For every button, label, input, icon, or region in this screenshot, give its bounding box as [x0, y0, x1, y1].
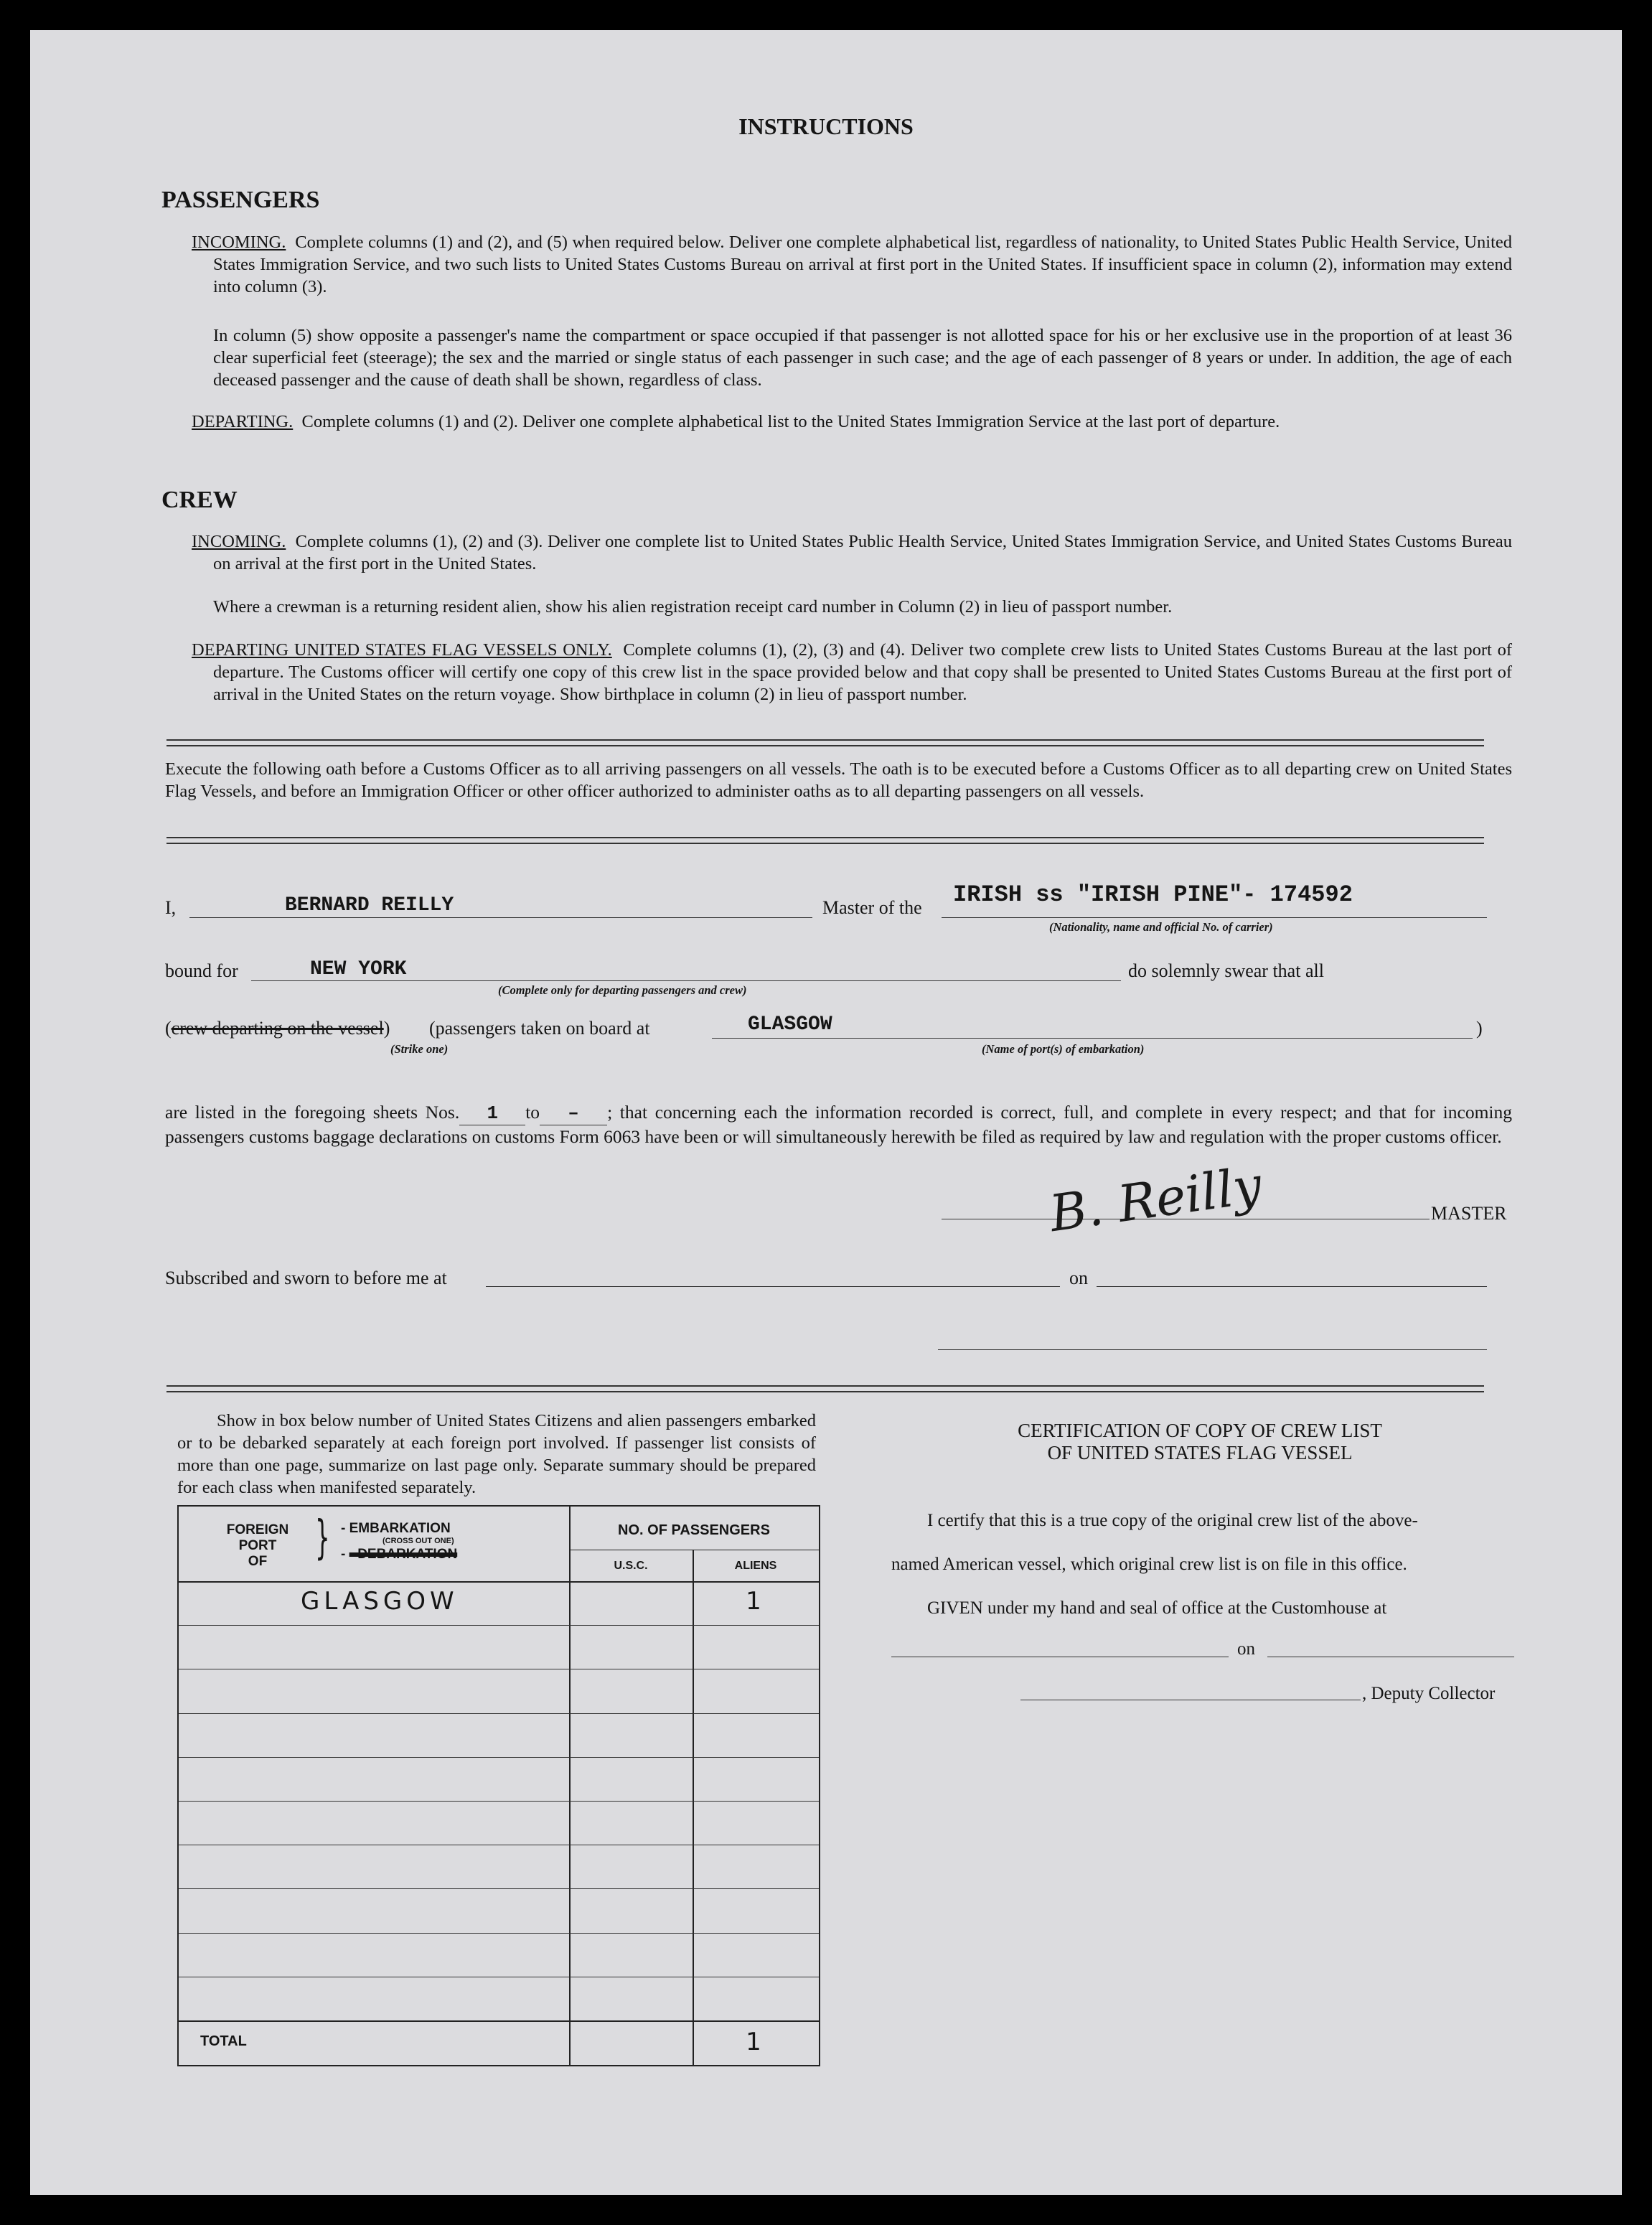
- passengers-departing-text: Complete columns (1) and (2). Deliver one complete alphabetical list to the United States Immigration Service at the last port of departure.: [301, 412, 1280, 431]
- bound-for-line: [251, 980, 1121, 981]
- embarkation-port-field[interactable]: GLASGOW: [748, 1013, 832, 1036]
- col-divider: [693, 1550, 694, 2065]
- passengers-departing-label: DEPARTING.: [192, 412, 294, 431]
- bound-for-label: bound for: [165, 960, 238, 981]
- crew-departing-text: Complete columns (1), (2), (3) and (4). Deliver two complete crew lists to United States Customs Bureau at the last port of departure. The Customs officer will certify one copy of this crew list in the space provided below and that copy shall be presented to United States Customs Bureau at the first port of arrival in the United States on the return voyage. Show birthplace in column (2) in lieu of passport number.: [213, 640, 1512, 704]
- passengers-incoming-paragraph: [192, 231, 1512, 298]
- crew-incoming-paragraph: [192, 530, 1512, 575]
- oath-i-label: I,: [165, 897, 177, 918]
- bound-for-caption: (Complete only for departing passengers and crew): [498, 983, 747, 997]
- header-debarkation: - - DEBARKATION: [341, 1547, 458, 1562]
- row-rule: [179, 1933, 819, 1934]
- crew-option: (crew departing on the vessel): [165, 1018, 390, 1039]
- vessel-field[interactable]: IRISH ss "IRISH PINE"- 174592: [953, 881, 1353, 908]
- crew-departing-label: DEPARTING UNITED STATES FLAG VESSELS ONLY.: [192, 640, 612, 660]
- sworn-date-line: [1097, 1286, 1487, 1287]
- crew-option-struck[interactable]: crew departing on the vessel: [171, 1018, 384, 1039]
- passengers-departing-paragraph: [192, 411, 1512, 433]
- page-title: INSTRUCTIONS: [738, 113, 914, 139]
- total-label: TOTAL: [200, 2033, 247, 2049]
- certification-title-line1: CERTIFICATION OF COPY OF CREW LIST: [1018, 1420, 1382, 1441]
- master-name-field[interactable]: BERNARD REILLY: [285, 894, 454, 917]
- total-aliens-cell[interactable]: 1: [746, 2028, 766, 2056]
- header-debarkation-struck: - DEBARKATION: [349, 1547, 458, 1562]
- certify-line2: named American vessel, which original crew list is on file in this office.: [891, 1555, 1407, 1574]
- strike-one-caption: (Strike one): [390, 1042, 449, 1056]
- row-rule: [179, 1625, 819, 1626]
- port-cell[interactable]: GLASGOW: [301, 1587, 459, 1616]
- port-caption: (Name of port(s) of embarkation): [982, 1042, 1145, 1056]
- divider: [166, 837, 1484, 844]
- header-cross-out: (CROSS OUT ONE): [383, 1537, 454, 1545]
- passenger-summary-table: [177, 1505, 820, 2066]
- header-bottom-rule: [179, 1581, 819, 1583]
- header-brace: }: [315, 1512, 330, 1565]
- header-of: OF: [248, 1554, 268, 1569]
- vessel-line: [942, 917, 1487, 918]
- crew-heading: CREW: [161, 487, 238, 513]
- form-page: [30, 30, 1622, 2195]
- master-of-label: Master of the: [822, 897, 922, 918]
- sheets-prefix: are listed in the foregoing sheets Nos.: [165, 1102, 460, 1123]
- passengers-incoming-label: INCOMING.: [192, 233, 286, 252]
- divider: [166, 1385, 1484, 1392]
- oath-instruction-paragraph: Execute the following oath before a Customs Officer as to all arriving passengers on all vessels. The oath is to be executed before a Customs Officer as to all departing crew on United States Flag Vessels, and before an Immigration Officer or other officer authorized to administer oaths as to all departing passengers on all vessels.: [165, 759, 1512, 801]
- crew-incoming-text: Complete columns (1), (2) and (3). Deliver one complete list to United States Public Health Service, United States Immigration Service, and United States Customs Bureau on arrival at the first port in the United States.: [213, 532, 1513, 573]
- close-paren: ): [1476, 1018, 1483, 1039]
- crew-resident-paragraph: Where a crewman is a returning resident alien, show his alien registration receipt card number in Column (2) in lieu of passport number.: [213, 597, 1173, 617]
- header-no-passengers: NO. OF PASSENGERS: [618, 1522, 770, 1538]
- passengers-option-label: (passengers taken on board at: [429, 1018, 650, 1039]
- passengers-heading: PASSENGERS: [161, 187, 320, 213]
- header-foreign: FOREIGN: [226, 1522, 289, 1537]
- passengers-column5-paragraph: In column (5) show opposite a passenger's name the compartment or space occupied if that passenger is not allotted space for his or her exclusive use in the proportion of at least 36 clear superficial feet (steerage); the sex and the married or single status of each passenger in such case; and the age of each passenger of 8 years or under. In addition, the age of each deceased passenger and the cause of death shall be shown, regardless of class.: [213, 326, 1512, 390]
- sheet-to-field[interactable]: –: [540, 1102, 607, 1125]
- header-usc: U.S.C.: [614, 1560, 648, 1572]
- to-label: to: [525, 1102, 540, 1123]
- row-rule: [179, 1801, 819, 1802]
- certify-line1: I certify that this is a true copy of the original crew list of the above-: [927, 1511, 1418, 1530]
- col-divider: [569, 1507, 571, 2065]
- aliens-cell[interactable]: 1: [746, 1587, 766, 1616]
- header-foreign-port-of: [207, 1522, 308, 1570]
- vessel-caption: (Nationality, name and official No. of carrier): [1049, 920, 1273, 934]
- sheets-suffix: ; that concerning each the information recorded is correct, full, and complete in every respect; and that for incoming passengers customs baggage declarations on customs Form 6063 have been or will simultaneously herewith be filed as required by law and regulation with the proper customs officer.: [165, 1102, 1512, 1147]
- officer-signature-line: [938, 1349, 1487, 1350]
- certification-title: [884, 1420, 1516, 1464]
- deputy-collector-label: , Deputy Collector: [1362, 1684, 1496, 1703]
- row-rule: [179, 1757, 819, 1758]
- crew-incoming-label: INCOMING.: [192, 532, 286, 551]
- certification-title-line2: OF UNITED STATES FLAG VESSEL: [1047, 1442, 1353, 1463]
- given-line: GIVEN under my hand and seal of office at the Customhouse at: [927, 1598, 1387, 1618]
- master-signature: B. Reilly: [1046, 1155, 1266, 1244]
- header-embarkation: - EMBARKATION: [341, 1521, 451, 1536]
- master-name-line: [189, 917, 812, 918]
- sheets-paragraph: [165, 1101, 1512, 1148]
- sworn-on-label: on: [1069, 1268, 1088, 1288]
- row-rule: [179, 1713, 819, 1714]
- master-label: MASTER: [1431, 1203, 1507, 1224]
- row-rule: [179, 1888, 819, 1889]
- total-rule: [179, 2020, 819, 2022]
- header-port: PORT: [238, 1538, 277, 1553]
- swear-label: do solemnly swear that all: [1128, 960, 1324, 981]
- certification-on-label: on: [1237, 1639, 1255, 1659]
- subscribed-label: Subscribed and sworn to before me at: [165, 1268, 447, 1288]
- header-aliens: ALIENS: [734, 1560, 777, 1572]
- divider: [166, 739, 1484, 746]
- crew-departing-paragraph: [192, 639, 1512, 706]
- bound-for-field[interactable]: NEW YORK: [310, 958, 407, 980]
- summary-instructions: Show in box below number of United States Citizens and alien passengers embarked or to be debarked separately at each foreign port involved. If passenger list consists of more than one page, summarize on last page only. Separate summary should be prepared for each class when manifested separately.: [177, 1411, 816, 1497]
- embarkation-port-line: [712, 1038, 1473, 1039]
- sheet-from-field[interactable]: 1: [459, 1102, 525, 1125]
- sworn-place-line: [486, 1286, 1060, 1287]
- passengers-incoming-text: Complete columns (1) and (2), and (5) when required below. Deliver one complete alphabetical list, regardless of nationality, to United States Public Health Service, United States Immigration Service, and two such lists to United States Customs Bureau on arrival at first port in the United States. If insufficient space in column (2), information may extend into column (3).: [213, 233, 1512, 296]
